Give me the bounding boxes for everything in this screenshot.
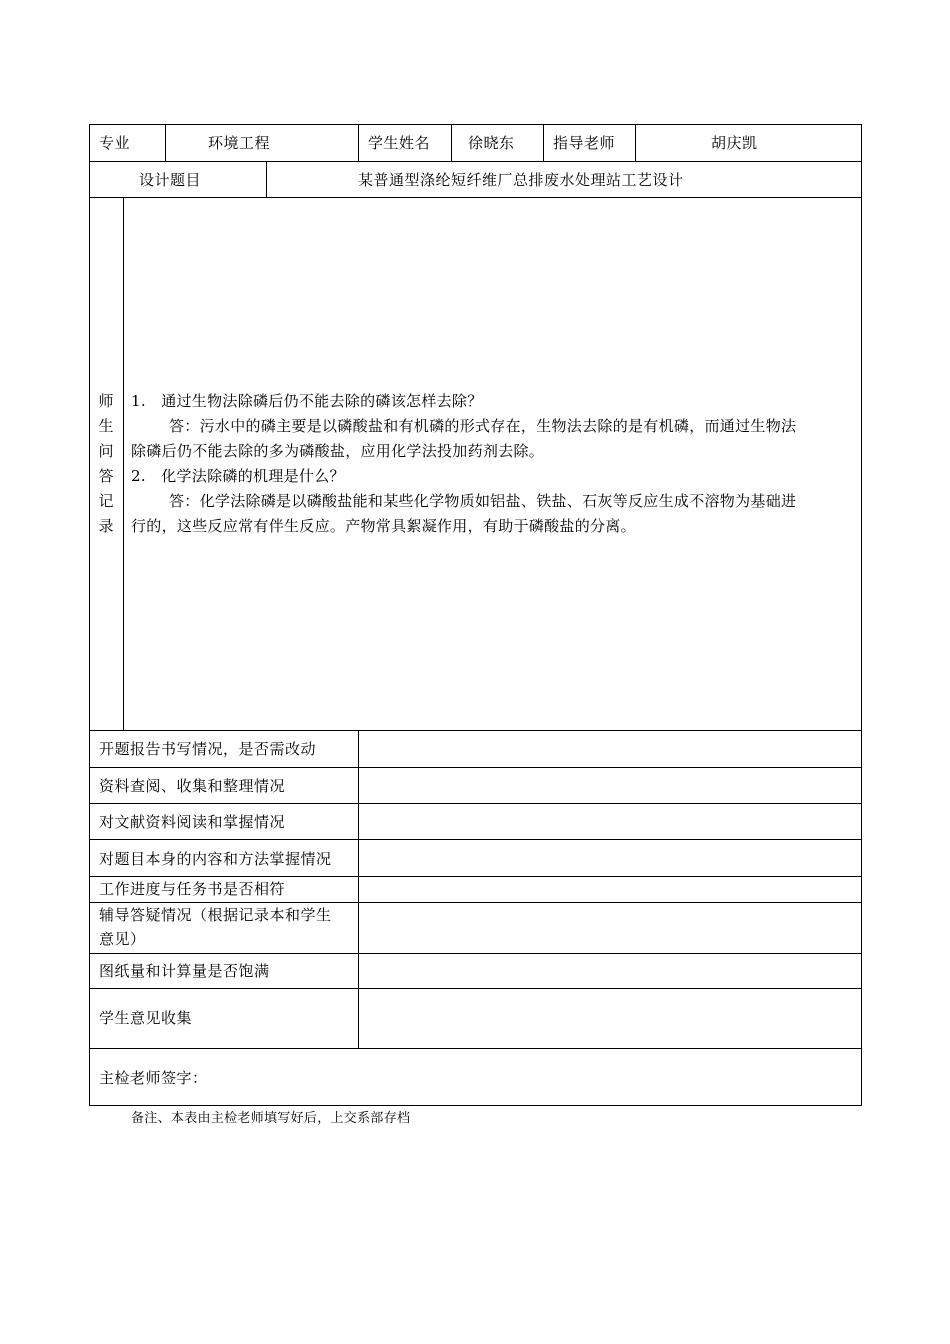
check-materials-collection: 资料查阅、收集和整理情况 bbox=[99, 777, 286, 795]
question-1: 1. 通过生物法除磷后仍不能去除的磷该怎样去除？ bbox=[131, 392, 483, 410]
topic-value: 某普通型涤纶短纤维厂总排废水处理站工艺设计 bbox=[358, 171, 684, 189]
check-student-opinions: 学生意见收集 bbox=[99, 1009, 193, 1027]
answer-1-line-2: 除磷后仍不能去除的多为磷酸盐，应用化学法投加药剂去除。 bbox=[131, 442, 545, 460]
check-progress-vs-task: 工作进度与任务书是否相符 bbox=[99, 880, 286, 898]
rule-topic-bottom bbox=[89, 197, 862, 198]
qa-label-char: 师 bbox=[98, 392, 114, 410]
rule-check-6 bbox=[89, 953, 862, 954]
qa-label-char: 答 bbox=[98, 467, 114, 485]
rule-header-v3 bbox=[451, 124, 452, 161]
qa-section-label bbox=[90, 389, 122, 539]
rule-qa-bottom bbox=[89, 730, 862, 731]
footnote: 备注、本表由主检老师填写好后，上交系部存档 bbox=[131, 1111, 411, 1126]
student-name-label: 学生姓名 bbox=[368, 134, 431, 152]
advisor-label: 指导老师 bbox=[553, 134, 616, 152]
rule-check-3 bbox=[89, 839, 862, 840]
rule-checks-v1 bbox=[358, 730, 359, 1048]
major-value: 环境工程 bbox=[208, 134, 271, 152]
check-drawings-calculations: 图纸量和计算量是否饱满 bbox=[99, 962, 270, 980]
qa-label-char: 记 bbox=[98, 492, 114, 510]
rule-check-8 bbox=[89, 1048, 862, 1049]
answer-2-line-1: 答：化学法除磷是以磷酸盐能和某些化学物质如铝盐、铁盐、石灰等反应生成不溶物为基础进 bbox=[169, 492, 797, 510]
topic-label: 设计题目 bbox=[139, 171, 202, 189]
rule-header-v2 bbox=[358, 124, 359, 161]
student-name-value: 徐晓东 bbox=[468, 134, 515, 152]
advisor-value: 胡庆凯 bbox=[711, 134, 758, 152]
rule-qa-v1 bbox=[123, 197, 124, 730]
answer-2-line-2: 行的，这些反应常有伴生反应。产物常具絮凝作用，有助于磷酸盐的分离。 bbox=[131, 517, 636, 535]
rule-check-2 bbox=[89, 803, 862, 804]
answer-1-line-1: 答：污水中的磷主要是以磷酸盐和有机磷的形式存在，生物法去除的是有机磷，而通过生物法 bbox=[169, 417, 797, 435]
check-literature-reading: 对文献资料阅读和掌握情况 bbox=[99, 813, 286, 831]
signature-label: 主检老师签字： bbox=[99, 1069, 208, 1087]
qa-label-char: 生 bbox=[98, 417, 114, 435]
rule-check-1 bbox=[89, 767, 862, 768]
rule-header-v4 bbox=[543, 124, 544, 161]
qa-label-char: 问 bbox=[98, 442, 114, 460]
qa-record bbox=[131, 389, 855, 539]
rule-header-v1 bbox=[165, 124, 166, 161]
rule-check-7 bbox=[89, 988, 862, 989]
major-label: 专业 bbox=[99, 134, 131, 152]
check-tutoring-line-2: 意见） bbox=[99, 930, 146, 948]
rule-header-bottom bbox=[89, 161, 862, 162]
rule-topic-v1 bbox=[266, 161, 267, 197]
check-topic-mastery: 对题目本身的内容和方法掌握情况 bbox=[99, 850, 332, 868]
qa-label-char: 录 bbox=[98, 517, 114, 535]
rule-header-v5 bbox=[635, 124, 636, 161]
check-proposal-report: 开题报告书写情况，是否需改动 bbox=[99, 740, 317, 758]
question-2: 2. 化学法除磷的机理是什么？ bbox=[131, 467, 345, 485]
check-tutoring-line-1: 辅导答疑情况（根据记录本和学生 bbox=[99, 906, 332, 924]
